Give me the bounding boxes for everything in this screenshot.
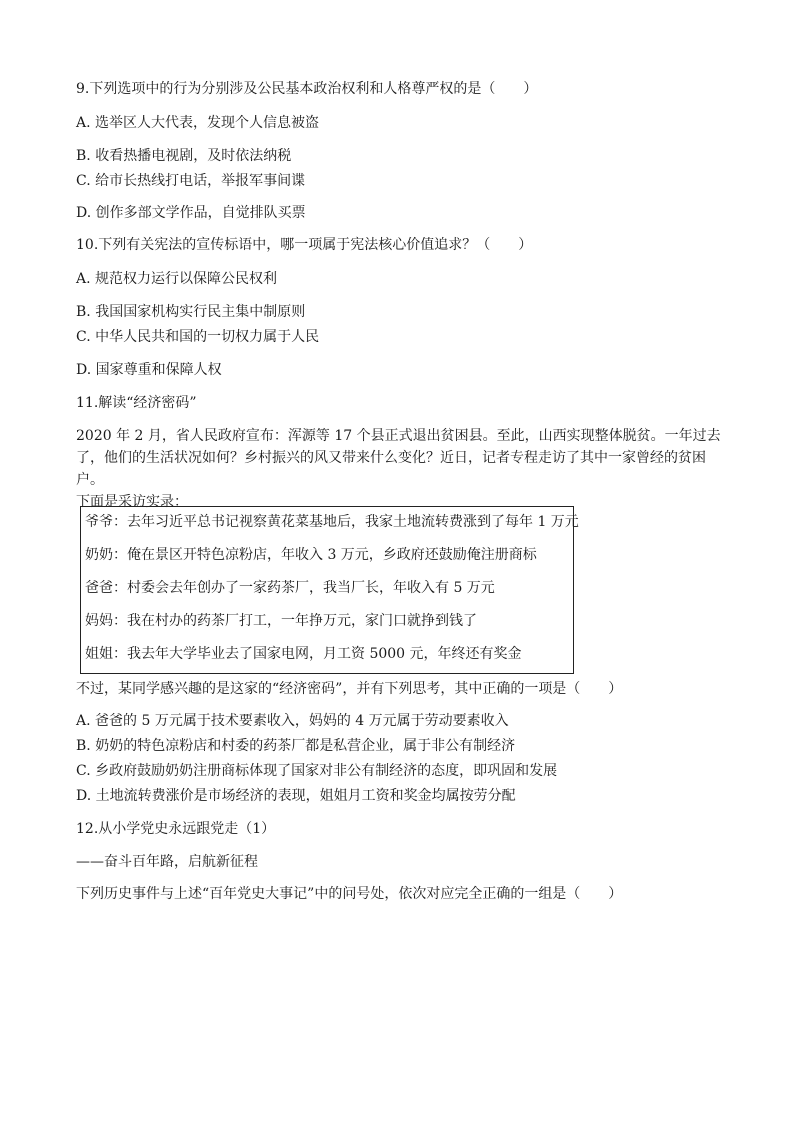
q9-option-a: A. 选举区人大代表，发现个人信息被盗 [76, 115, 320, 131]
q9-stem: 9.下列选项中的行为分别涉及公民基本政治权利和人格尊严权的是（ ） [76, 81, 538, 97]
q10-option-b: B. 我国国家机构实行民主集中制原则 [76, 304, 306, 320]
q11-stem: 不过，某同学感兴趣的是这家的“经济密码”，并有下列思考，其中正确的一项是（ ） [76, 681, 623, 697]
q12-subtitle: ——奋斗百年路，启航新征程 [76, 854, 258, 870]
q9-option-b: B. 收看热播电视剧，及时依法纳税 [76, 148, 292, 164]
interview-box [80, 506, 579, 674]
q10-option-c: C. 中华人民共和国的一切权力属于人民 [76, 329, 320, 345]
q10-option-d: D. 国家尊重和保障人权 [76, 362, 222, 378]
q11-option-c: C. 乡政府鼓励奶奶注册商标体现了国家对非公有制经济的态度，即巩固和发展 [76, 763, 558, 779]
q9-option-c: C. 给市长热线打电话，举报军事间谍 [76, 173, 306, 189]
q11-title: 11.解读“经济密码” [76, 395, 197, 411]
q12-title: 12.从小学党史永远跟党走（1） [76, 821, 276, 837]
q11-option-d: D. 土地流转费涨价是市场经济的表现，姐姐月工资和奖金均属按劳分配 [76, 788, 516, 804]
interview-mother: 妈妈：我在村办的药茶厂打工，一年挣万元，家门口就挣到钱了 [85, 613, 477, 629]
interview-father: 爸爸：村委会去年创办了一家药茶厂，我当厂长，年收入有 5 万元 [85, 580, 495, 596]
q10-option-a: A. 规范权力运行以保障公民权利 [76, 271, 278, 287]
interview-grandma: 奶奶：俺在景区开特色凉粉店，年收入 3 万元，乡政府还鼓励俺注册商标 [85, 547, 537, 563]
q11-intro-lead: 下面是采访实录： [76, 494, 188, 510]
q11-intro [76, 425, 726, 513]
q12-stem: 下列历史事件与上述“百年党史大事记”中的问号处，依次对应完全正确的一组是（ ） [76, 886, 623, 902]
interview-sister: 姐姐：我去年大学毕业去了国家电网，月工资 5000 元，年终还有奖金 [85, 646, 522, 662]
q11-option-a: A. 爸爸的 5 万元属于技术要素收入，妈妈的 4 万元属于劳动要素收入 [76, 713, 509, 729]
q11-option-b: B. 奶奶的特色凉粉店和村委的药茶厂都是私营企业，属于非公有制经济 [76, 738, 516, 754]
q10-stem: 10.下列有关宪法的宣传标语中，哪一项属于宪法核心价值追求？（ ） [76, 237, 533, 253]
interview-grandpa: 爷爷：去年习近平总书记视察黄花菜基地后，我家土地流转费涨到了每年 1 万元 [85, 514, 579, 530]
q11-intro-paragraph: 2020 年 2 月，省人民政府宣布：浑源等 17 个县正式退出贫困县。至此，山西实现整体脱贫。一年过去了，他们的生活状况如何？乡村振兴的风又带来什么变化？近日，记者专程走访了其中一家曾经的贫困户。 [76, 428, 721, 488]
q9-option-d: D. 创作多部文学作品，自觉排队买票 [76, 205, 306, 221]
